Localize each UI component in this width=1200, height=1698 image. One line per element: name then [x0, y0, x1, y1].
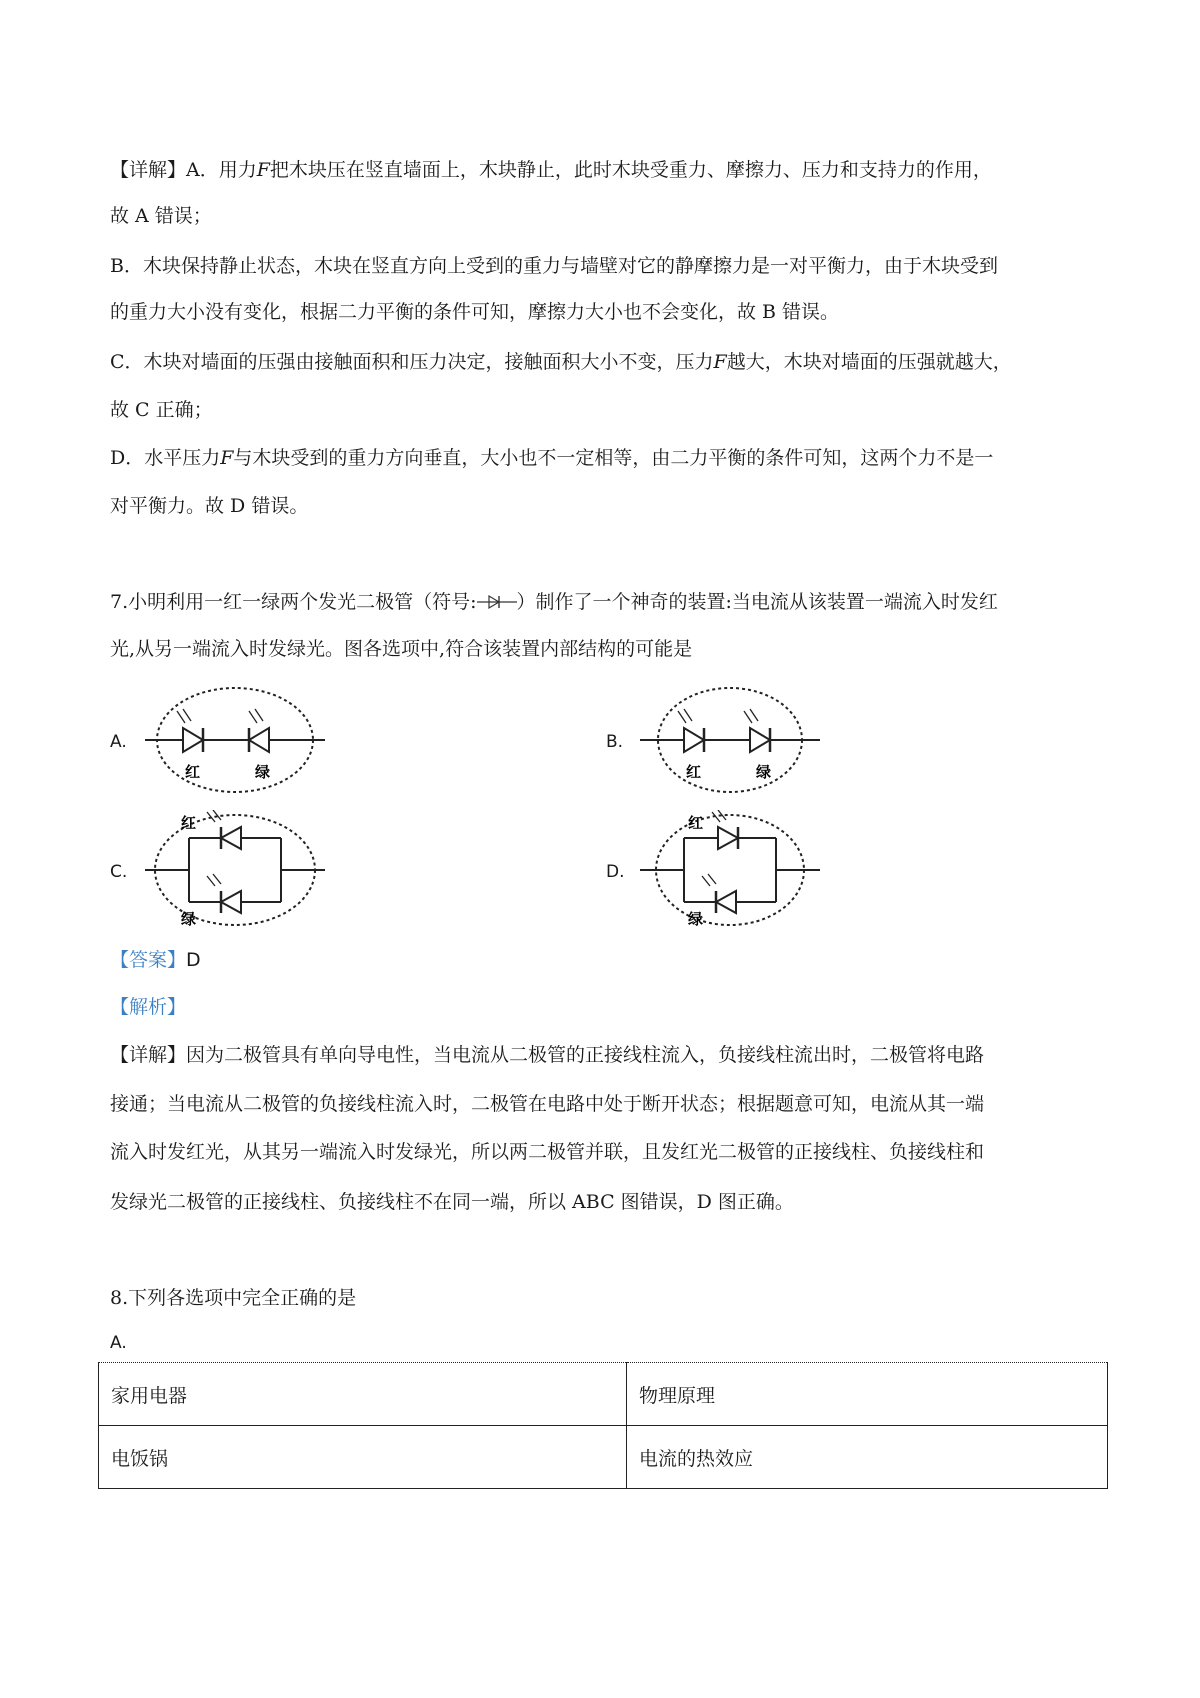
- explain6-line2: 故 A 错误；: [110, 205, 212, 227]
- option-c-red-label: 红: [181, 814, 197, 832]
- option-d-red-label: 红: [688, 814, 704, 832]
- q7-line1: [110, 590, 998, 614]
- table-cell-principle: 电流的热效应: [627, 1426, 1108, 1489]
- q7-detail-line4: 发绿光二极管的正接线柱、负接线柱不在同一端，所以 ABC 图错误，D 图正确。: [110, 1191, 794, 1213]
- option-b-green-label: 绿: [756, 763, 772, 781]
- q7-detail-line1: 【详解】因为二极管具有单向导电性，当电流从二极管的正接线柱流入，负接线柱流出时，二极管将电路: [110, 1044, 985, 1066]
- explain6-line5: [110, 350, 1012, 374]
- option-d-circuit: [640, 810, 820, 930]
- explain6-line5-a: C．木块对墙面的压强由接触面积和压力决定，接触面积大小不变，压力: [110, 351, 714, 373]
- explain6-force-f: F: [256, 159, 270, 181]
- q7-line1-b: ）制作了一个神奇的装置:当电流从该装置一端流入时发红: [516, 591, 998, 613]
- explain6-line8: 对平衡力。故 D 错误。: [110, 495, 309, 517]
- explain6-line1-a: 【详解】A．用力: [110, 159, 257, 181]
- explain6-line7: [110, 446, 993, 470]
- table-header-appliance: 家用电器: [99, 1363, 627, 1426]
- q7-line2: 光,从另一端流入时发绿光。图各选项中,符合该装置内部结构的可能是: [110, 638, 693, 660]
- diode-symbol-icon: [477, 593, 517, 611]
- explain6-line7-c: 与木块受到的重力方向垂直，大小也不一定相等，由二力平衡的条件可知，这两个力不是一: [233, 447, 994, 469]
- table-header-row: [99, 1363, 1108, 1426]
- option-b-label: B.: [606, 732, 624, 752]
- table-row: [99, 1426, 1108, 1489]
- option-b-circuit: [640, 683, 820, 798]
- answer-tag: 【答案】: [110, 949, 187, 971]
- q7-analysis-tag: 【解析】: [110, 996, 187, 1018]
- explain6-line6: 故 C 正确；: [110, 399, 213, 421]
- q7-detail-line2: 接通；当电流从二极管的负接线柱流入时，二极管在电路中处于断开状态；根据题意可知，电流从其一端: [110, 1093, 985, 1115]
- option-c-green-label: 绿: [181, 910, 197, 928]
- q7-detail-line3: 流入时发红光，从其另一端流入时发绿光，所以两二极管并联，且发红光二极管的正接线柱、负接线柱和: [110, 1141, 985, 1163]
- option-c-circuit: [145, 810, 325, 930]
- q8-table: [98, 1362, 1108, 1489]
- table-cell-appliance: 电饭锅: [99, 1426, 627, 1489]
- option-d-green-label: 绿: [688, 910, 704, 928]
- option-a-label: A.: [110, 732, 127, 752]
- option-a-red-label: 红: [185, 763, 201, 781]
- explain6-line1-c: 把木块压在竖直墙面上，木块静止，此时木块受重力、摩擦力、压力和支持力的作用，: [269, 159, 992, 181]
- option-a-circuit: [145, 683, 325, 798]
- explain6-line4: 的重力大小没有变化，根据二力平衡的条件可知，摩擦力大小也不会变化，故 B 错误。: [110, 301, 840, 323]
- explain6-line5-c: 越大，木块对墙面的压强就越大，: [726, 351, 1012, 373]
- option-b-red-label: 红: [686, 763, 702, 781]
- q8-title: 8.下列各选项中完全正确的是: [110, 1287, 357, 1309]
- table-header-principle: 物理原理: [627, 1363, 1108, 1426]
- explain6-line3: B．木块保持静止状态，木块在竖直方向上受到的重力与墙壁对它的静摩擦力是一对平衡力，由于木块受到: [110, 255, 998, 277]
- option-a-green-label: 绿: [255, 763, 271, 781]
- q8-option-a-label: A.: [110, 1333, 127, 1353]
- explain6-force-f-2: F: [713, 351, 727, 373]
- option-d-label: D.: [606, 862, 625, 882]
- answer-value: D: [186, 949, 201, 971]
- q7-answer: [110, 948, 201, 972]
- option-c-label: C.: [110, 862, 128, 882]
- explain6-force-f-3: F: [220, 447, 234, 469]
- q7-line1-a: 7.小明利用一红一绿两个发光二极管（符号:: [110, 591, 477, 613]
- explain6-line1: [110, 158, 992, 182]
- explain6-line7-a: D．水平压力: [110, 447, 221, 469]
